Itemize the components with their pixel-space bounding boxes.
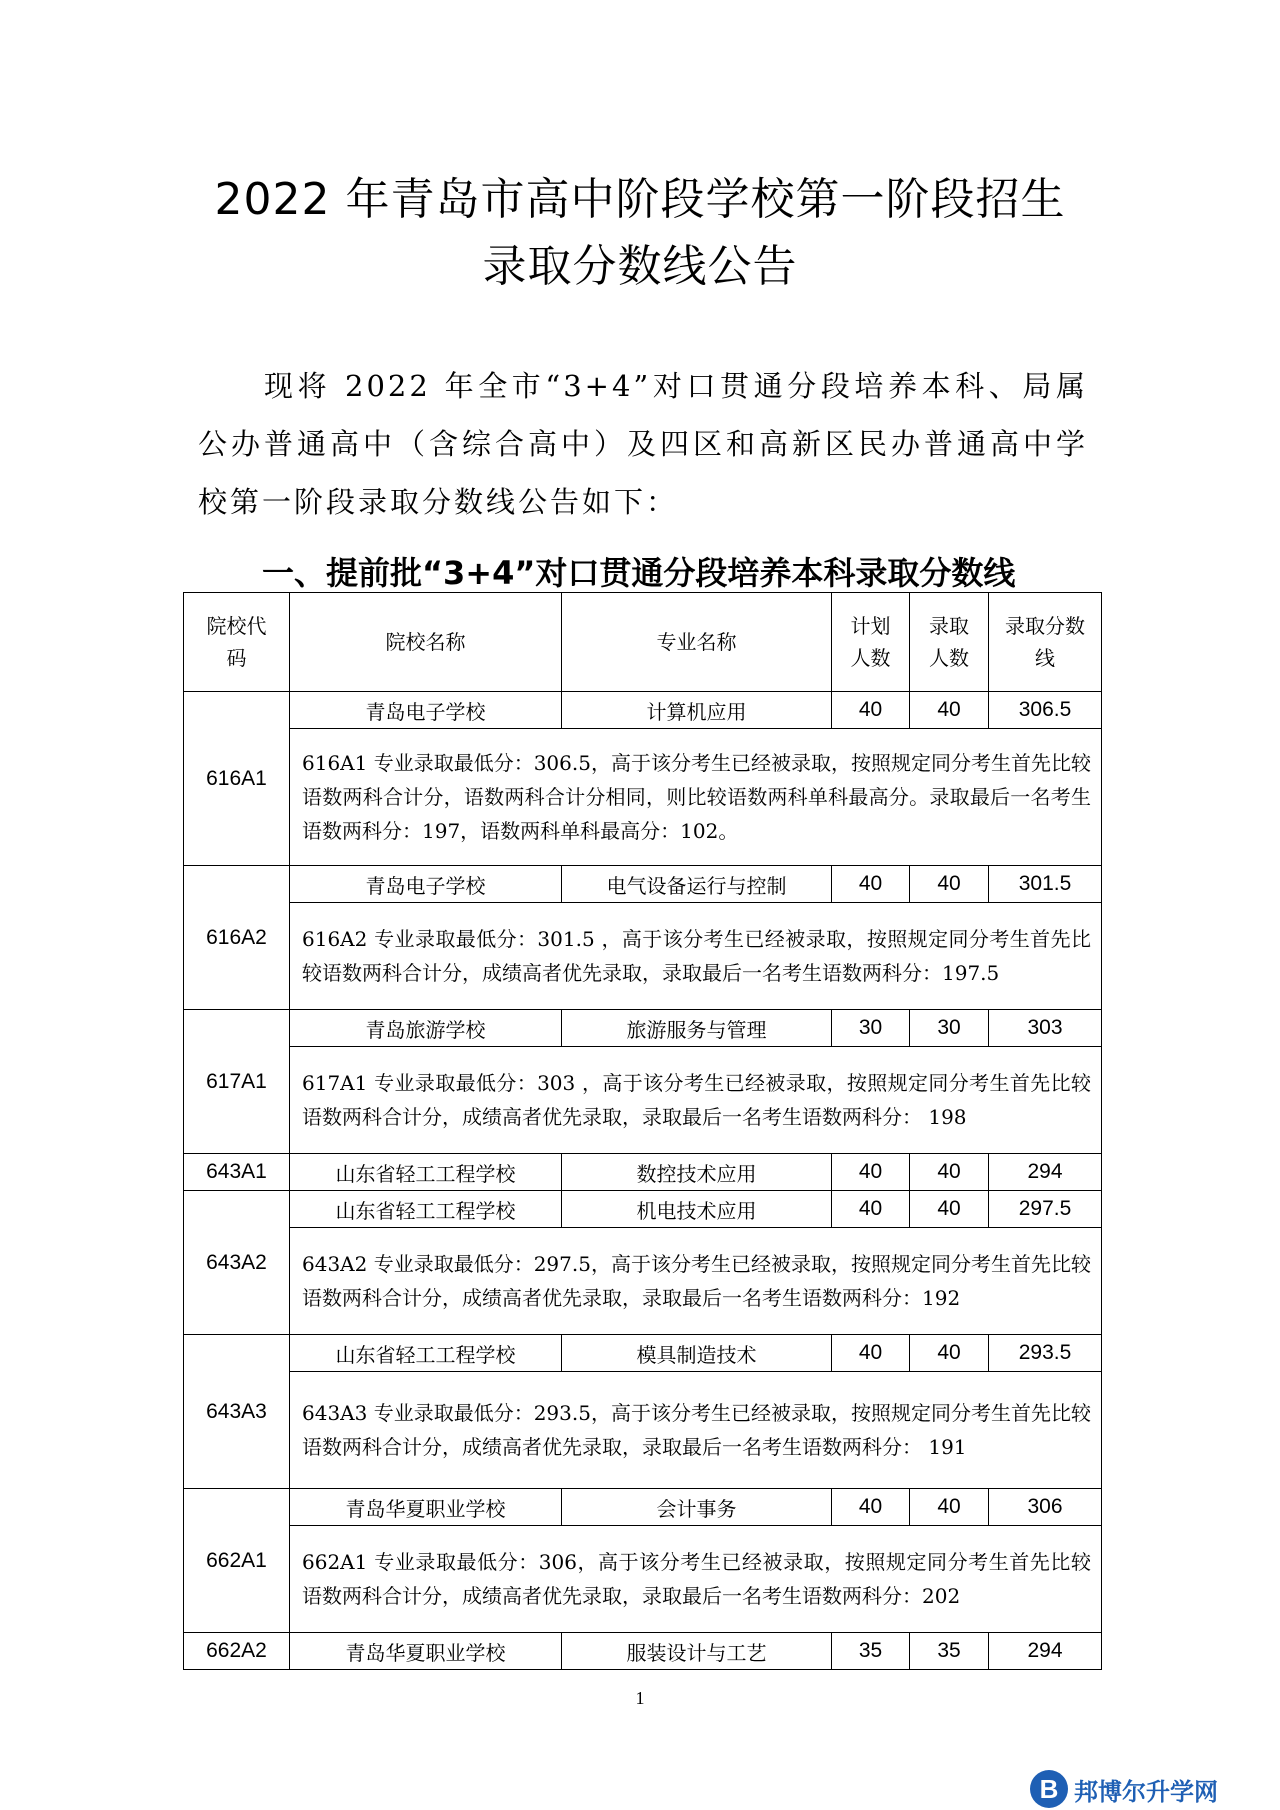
cell-plan: 40 <box>832 692 910 729</box>
cell-note: 643A2 专业录取最低分：297.5，高于该分考生已经被录取，按照规定同分考生首先比较语数两科合计分，成绩高者优先录取，录取最后一名考生语数两科分：192 <box>290 1228 1102 1335</box>
cell-admitted: 35 <box>910 1633 989 1670</box>
cell-score: 294 <box>989 1633 1102 1670</box>
document-title-line2: 录取分数线公告 <box>482 241 798 292</box>
cell-score: 306.5 <box>989 692 1102 729</box>
cell-major: 旅游服务与管理 <box>562 1010 832 1047</box>
cell-school: 青岛华夏职业学校 <box>290 1633 562 1670</box>
cell-code: 643A2 <box>184 1191 290 1335</box>
cell-score: 306 <box>989 1489 1102 1526</box>
cell-major: 电气设备运行与控制 <box>562 866 832 903</box>
header-plan: 计划人数 <box>832 593 910 692</box>
header-score: 录取分数线 <box>989 593 1102 692</box>
table-note-row <box>184 903 1102 1010</box>
cell-code: 662A1 <box>184 1489 290 1633</box>
table-row <box>184 1191 1102 1228</box>
cell-code: 616A1 <box>184 692 290 866</box>
cell-school: 山东省轻工工程学校 <box>290 1335 562 1372</box>
table-row <box>184 866 1102 903</box>
cell-note: 643A3 专业录取最低分：293.5，高于该分考生已经被录取，按照规定同分考生首先比较语数两科合计分，成绩高者优先录取，录取最后一名考生语数两科分： 191 <box>290 1372 1102 1489</box>
cell-code: 643A3 <box>184 1335 290 1489</box>
table-row <box>184 1154 1102 1191</box>
cell-school: 青岛电子学校 <box>290 692 562 729</box>
cell-school: 山东省轻工工程学校 <box>290 1191 562 1228</box>
page-number: 1 <box>635 1688 645 1708</box>
table-note-row <box>184 1047 1102 1154</box>
cell-plan: 40 <box>832 1489 910 1526</box>
document-title-line1: 2022 年青岛市高中阶段学校第一阶段招生 <box>214 174 1066 225</box>
table-row <box>184 1633 1102 1670</box>
intro-paragraph: 现将 2022 年全市“3+4”对口贯通分段培养本科、局属公办普通高中（含综合高中）及四区和高新区民办普通高中学校第一阶段录取分数线公告如下： <box>198 369 1088 519</box>
cell-school: 青岛华夏职业学校 <box>290 1489 562 1526</box>
cell-admitted: 40 <box>910 1489 989 1526</box>
cell-school: 青岛电子学校 <box>290 866 562 903</box>
cell-note: 662A1 专业录取最低分：306，高于该分考生已经被录取，按照规定同分考生首先比较语数两科合计分，成绩高者优先录取，录取最后一名考生语数两科分：202 <box>290 1526 1102 1633</box>
cell-note: 616A1 专业录取最低分：306.5，高于该分考生已经被录取，按照规定同分考生首先比较语数两科合计分，语数两科合计分相同，则比较语数两科单科最高分。录取最后一名考生语数两科分：197，语数两科单科最高分：102。 <box>290 729 1102 866</box>
cell-major: 计算机应用 <box>562 692 832 729</box>
watermark-logo-icon: B <box>1030 1770 1068 1808</box>
cell-score: 297.5 <box>989 1191 1102 1228</box>
cell-score: 294 <box>989 1154 1102 1191</box>
table-row <box>184 692 1102 729</box>
cell-major: 数控技术应用 <box>562 1154 832 1191</box>
header-admitted: 录取人数 <box>910 593 989 692</box>
cell-plan: 40 <box>832 1154 910 1191</box>
cell-admitted: 40 <box>910 1191 989 1228</box>
cell-plan: 40 <box>832 1335 910 1372</box>
cell-admitted: 40 <box>910 866 989 903</box>
table-row <box>184 1335 1102 1372</box>
header-major: 专业名称 <box>562 593 832 692</box>
cell-code: 662A2 <box>184 1633 290 1670</box>
table-header-row <box>184 593 1102 692</box>
cell-plan: 35 <box>832 1633 910 1670</box>
cell-school: 山东省轻工工程学校 <box>290 1154 562 1191</box>
cell-score: 293.5 <box>989 1335 1102 1372</box>
watermark-text: 邦博尔升学网 <box>1074 1777 1218 1806</box>
table-note-row <box>184 1372 1102 1489</box>
cell-plan: 40 <box>832 866 910 903</box>
cell-admitted: 40 <box>910 692 989 729</box>
cell-score: 301.5 <box>989 866 1102 903</box>
table-row <box>184 1489 1102 1526</box>
cell-admitted: 40 <box>910 1335 989 1372</box>
cell-school: 青岛旅游学校 <box>290 1010 562 1047</box>
watermark <box>1030 1770 1218 1808</box>
section-heading: 一、提前批“3+4”对口贯通分段培养本科录取分数线 <box>262 554 1016 592</box>
cell-plan: 30 <box>832 1010 910 1047</box>
table-note-row <box>184 729 1102 866</box>
table-note-row <box>184 1228 1102 1335</box>
cell-admitted: 40 <box>910 1154 989 1191</box>
cell-code: 617A1 <box>184 1010 290 1154</box>
cell-plan: 40 <box>832 1191 910 1228</box>
cell-code: 643A1 <box>184 1154 290 1191</box>
cell-major: 模具制造技术 <box>562 1335 832 1372</box>
header-school: 院校名称 <box>290 593 562 692</box>
cell-major: 机电技术应用 <box>562 1191 832 1228</box>
admission-score-table <box>183 592 1102 1670</box>
table-row <box>184 1010 1102 1047</box>
table-note-row <box>184 1526 1102 1633</box>
cell-major: 会计事务 <box>562 1489 832 1526</box>
cell-note: 617A1 专业录取最低分：303 ，高于该分考生已经被录取，按照规定同分考生首先比较语数两科合计分，成绩高者优先录取，录取最后一名考生语数两科分： 198 <box>290 1047 1102 1154</box>
cell-major: 服装设计与工艺 <box>562 1633 832 1670</box>
cell-code: 616A2 <box>184 866 290 1010</box>
cell-note: 616A2 专业录取最低分：301.5 ，高于该分考生已经被录取，按照规定同分考生首先比较语数两科合计分，成绩高者优先录取，录取最后一名考生语数两科分：197.5 <box>290 903 1102 1010</box>
header-code: 院校代码 <box>184 593 290 692</box>
cell-admitted: 30 <box>910 1010 989 1047</box>
cell-score: 303 <box>989 1010 1102 1047</box>
